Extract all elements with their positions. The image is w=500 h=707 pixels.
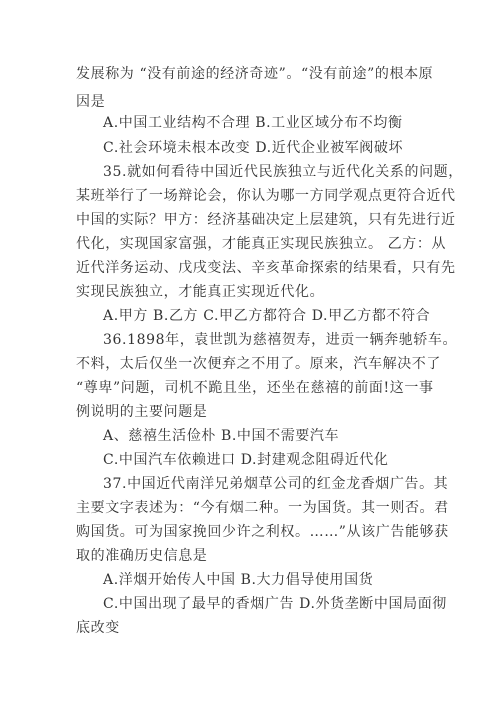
text-line: 实现民族独立，才能真正实现近代化。 — [76, 284, 325, 300]
question-36-line: 36.1898年，袁世凯为慈禧贺寿，进贡一辆奔驰轿车。 — [103, 332, 458, 348]
text-line: 因是 — [76, 94, 106, 110]
answer-option-line: A.中国工业结构不合理 B.工业区域分布不均衡 — [103, 115, 403, 131]
answer-option-line: A.洋烟开始传人中国 B.大力倡导使用国货 — [103, 572, 374, 588]
text-line: 发展称为 “没有前途的经济奇迹”。“没有前途”的根本原 — [76, 66, 434, 82]
answer-option-line: C.社会环境未根本改变 D.近代企业被军阀破坏 — [103, 140, 404, 156]
text-line: 不料，太后仅坐一次便弃之不用了。原来，汽车解决不了 — [76, 356, 441, 372]
text-line: 代化，实现国家富强，才能真正实现民族独立。 乙方：从 — [76, 236, 447, 252]
text-line: “尊卑”问题，司机不跪且坐，还坐在慈禧的前面!这一事 — [76, 380, 434, 396]
answer-option-line: C.中国出现了最早的香烟广告 D.外货垄断中国局面彻 — [103, 596, 447, 612]
question-37-line: 37.中国近代南洋兄弟烟草公司的红金龙香烟广告。其 — [103, 476, 449, 492]
text-line: 某班举行了一场辩论会，你认为哪一方同学观点更符合近代 — [76, 188, 456, 204]
text-line: 底改变 — [76, 620, 120, 636]
text-line: 主要文字表述为：“今有烟二种。一为国货。其一则否。君 — [76, 500, 449, 516]
text-line: 近代洋务运动、戊戌变法、辛亥革命探索的结果看，只有先 — [76, 260, 456, 276]
answer-option-line: A.甲方 B.乙方 C.甲乙方都符合 D.甲乙方都不符合 — [103, 308, 431, 324]
answer-option-line: A、慈禧生活俭朴 B.中国不需要汽车 — [103, 428, 340, 444]
answer-option-line: C.中国汽车依赖进口 D.封建观念阻碍近代化 — [103, 452, 389, 468]
text-line: 取的准确历史信息是 — [76, 548, 208, 564]
text-line: 中国的实际？甲方：经济基础决定上层建筑，只有先进行近 — [76, 212, 456, 228]
text-line: 购国货。可为国家挽回少许之利权。……”从该广告能够获 — [76, 524, 449, 540]
question-35-line: 35.就如何看待中国近代民族独立与近代化关系的问题， — [103, 164, 463, 180]
text-line: 例说明的主要问题是 — [76, 404, 208, 420]
